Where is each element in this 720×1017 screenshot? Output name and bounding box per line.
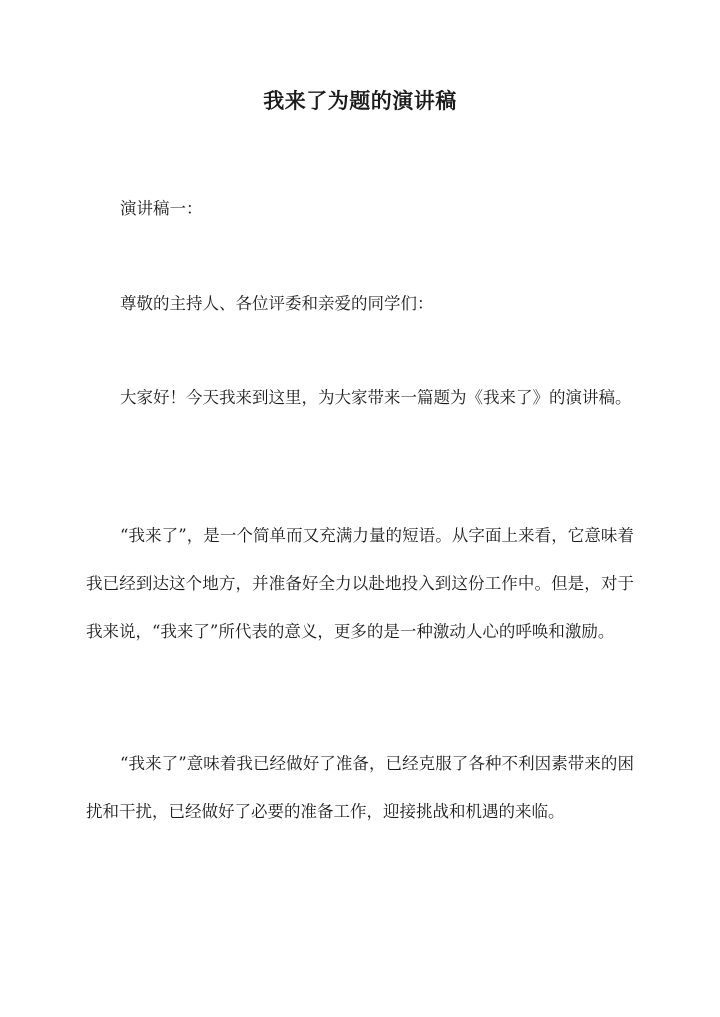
paragraph-salutation: 尊敬的主持人、各位评委和亲爱的同学们：: [120, 294, 434, 313]
paragraph-greeting: 大家好！今天我来到这里，为大家带来一篇题为《我来了》的演讲稿。: [120, 388, 632, 407]
paragraph-body-2: “我来了”意味着我已经做好了准备，已经克服了各种不利因素带来的困扰和干扰，已经做好了必要的准备工作，迎接挑战和机遇的来临。: [86, 754, 634, 821]
paragraph-speech-label: 演讲稿一：: [120, 199, 203, 218]
paragraph-body-1: “我来了”，是一个简单而又充满力量的短语。从字面上来看，它意味着我已经到达这个地方，并准备好全力以赴地投入到这份工作中。但是，对于我来说，“我来了”所代表的意义，更多的是一种激动人心的呼唤和激励。: [86, 526, 634, 641]
document-title: 我来了为题的演讲稿: [263, 88, 457, 113]
